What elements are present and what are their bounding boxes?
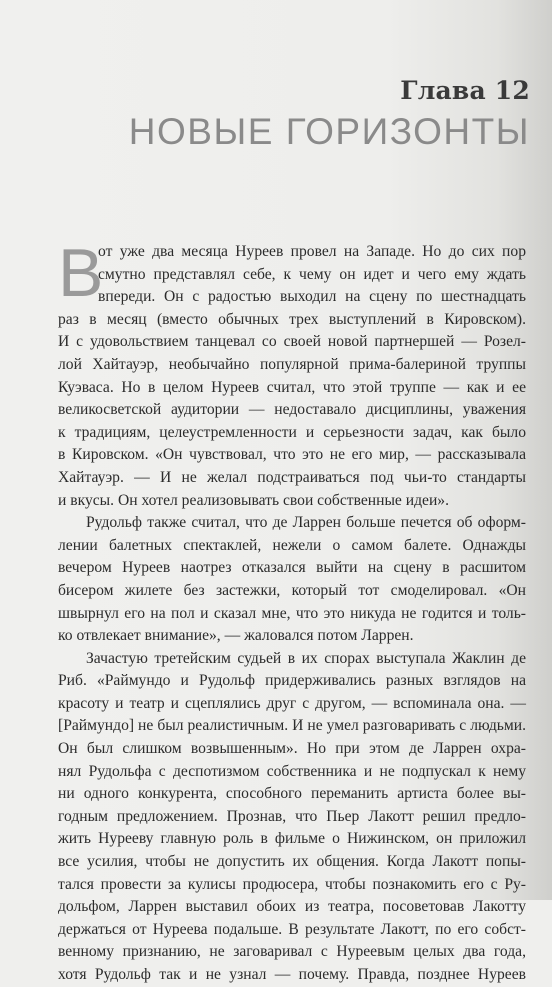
- text-line: жить Нурееву главную роль в фильме о Нижинском, он приложил: [58, 830, 526, 848]
- text-line: вечером Нуреев наотрез отказался выйти на сцену в расшитом: [58, 559, 526, 577]
- text-line: впереди. Он с радостью выходил на сцену по шестнадцать: [98, 288, 526, 306]
- text-line: смутно представлял себе, к чему он идет и чего ему ждать: [98, 265, 526, 283]
- drop-cap-letter: В: [58, 235, 104, 311]
- text-line: ко отвлекает внимание», — жаловался потом Ларрен.: [58, 627, 414, 645]
- text-line: [Раймундо] не был реалистичным. И не умел разговаривать с людьми.: [58, 717, 526, 735]
- text-line: годным предложением. Прознав, что Пьер Лакотт решил предло-: [58, 807, 526, 825]
- text-line: лой Хайтауэр, необычайно популярной прима-балериной труппы: [58, 355, 526, 373]
- chapter-heading: [129, 76, 530, 154]
- chapter-number: Глава 12: [400, 76, 530, 105]
- text-line: венному признанию, не заговаривал с Нуреевым целых два года,: [58, 943, 526, 961]
- text-line: и вкусы. Он хотел реализовывать свои собственные идеи».: [58, 491, 449, 509]
- text-line: Зачастую третейским судьей в их спорах выступала Жаклин де: [86, 649, 526, 667]
- text-line: нял Рудольфа с деспотизмом собственника и не подпускал к нему: [58, 762, 526, 780]
- text-line: к традициям, целеустремленности и серьезности задач, как было: [58, 423, 526, 441]
- text-line: все усилия, чтобы не допустить их общения. Когда Лакотт попы-: [58, 853, 526, 871]
- text-line: в Кировском. «Он чувствовал, что это не его мир, — рассказывала: [58, 446, 526, 464]
- text-line: И с удовольствием танцевал со своей новой партнершей — Розел-: [58, 333, 526, 351]
- text-line: Рудольф также считал, что де Ларрен больше печется об оформ-: [86, 514, 526, 532]
- text-line: держаться от Нуреева подальше. В результате Лакотт, по его собст-: [58, 920, 526, 938]
- text-line: хотя Рудольф так и не узнал — почему. Правда, позднее Нуреев: [58, 966, 526, 983]
- text-line: лении балетных спектаклей, нежели о самом балете. Однажды: [58, 536, 526, 554]
- text-line: тался провести за кулисы продюсера, чтобы познакомить его с Ру-: [58, 875, 526, 893]
- text-line: ни одного конкурента, способного переманить артиста более вы-: [58, 785, 526, 803]
- text-line: Он был слишком возвышенным». Но при этом де Ларрен охра-: [58, 740, 526, 758]
- text-line: от уже два месяца Нуреев провел на Западе. Но до сих пор: [98, 243, 526, 260]
- text-line: Риб. «Раймундо и Рудольф придерживались разных взглядов на: [58, 672, 526, 690]
- text-line: бисером жилете без застежки, который тот смоделировал. «Он: [58, 581, 526, 599]
- text-line: красоту и театр и сцеплялись друг с другом, — вспоминала она. —: [58, 694, 526, 712]
- chapter-title: НОВЫЕ ГОРИЗОНТЫ: [128, 111, 530, 152]
- text-line: Куэваса. Но в целом Нуреев считал, что этой труппе — как и ее: [58, 378, 526, 396]
- chapter-body-text: [58, 235, 526, 987]
- text-line: швырнул его на пол и сказал мне, что это никуда не годится и толь-: [58, 604, 526, 622]
- text-line: раз в месяц (вместо обычных трех выступлений в Кировском).: [58, 310, 526, 328]
- text-line: дольфом, Ларрен выставил обоих из театра, посоветовав Лакотту: [58, 898, 526, 916]
- text-line: Хайтауэр. — И не желал подстраиваться под чьи-то стандарты: [58, 468, 526, 486]
- text-line: великосветской аудитории — недоставало дисциплины, уважения: [58, 401, 526, 419]
